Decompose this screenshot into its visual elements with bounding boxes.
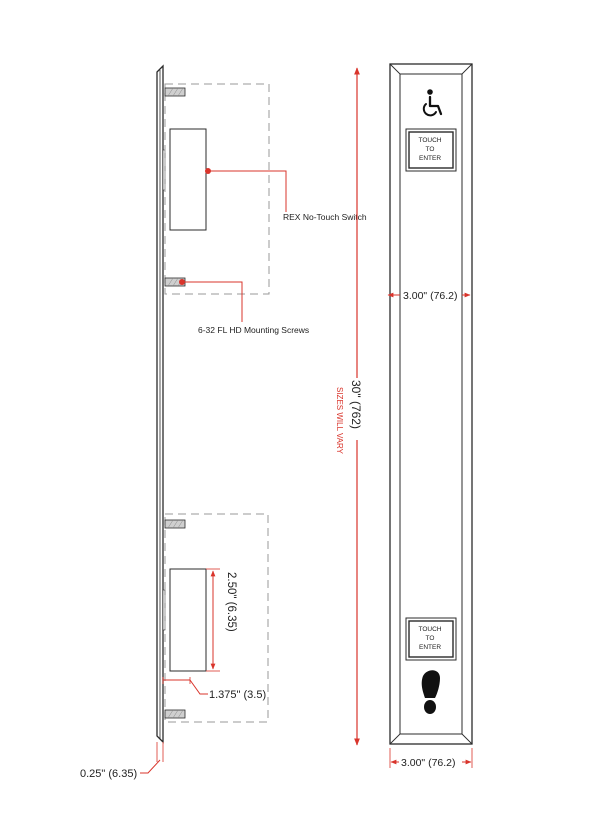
upper-switch-body	[170, 129, 206, 230]
sizes-will-vary-note: SIZES WILL VARY	[335, 387, 344, 454]
mounting-screws-label: 6-32 FL HD Mounting Screws	[198, 325, 310, 335]
bottom-switch-line-1: TOUCH	[418, 626, 442, 633]
bottom-switch-line-2: TO	[425, 635, 435, 642]
switch-offset-dim: 1.375" (3.5)	[209, 689, 267, 701]
bottom-touch-switch	[406, 618, 456, 660]
bottom-switch-line-3: ENTER	[418, 644, 442, 651]
side-view	[80, 66, 367, 780]
width-mid-dim: 3.00" (76.2)	[403, 290, 458, 302]
plate-thickness-dim: 0.25" (6.35)	[80, 768, 138, 780]
top-touch-switch	[406, 129, 456, 171]
rex-switch-label: REX No-Touch Switch	[283, 212, 367, 222]
lower-switch-body	[170, 569, 206, 671]
top-switch-line-2: TO	[425, 146, 435, 153]
switch-height-dim: 2.50" (6.35)	[225, 572, 237, 632]
width-bottom-dim: 3.00" (76.2)	[401, 757, 456, 769]
front-view	[388, 64, 472, 769]
overall-height-dim: 30" (762)	[349, 380, 363, 429]
overall-height-dimension	[335, 68, 370, 745]
top-switch-line-1: TOUCH	[418, 137, 442, 144]
top-switch-line-3: ENTER	[418, 155, 442, 162]
